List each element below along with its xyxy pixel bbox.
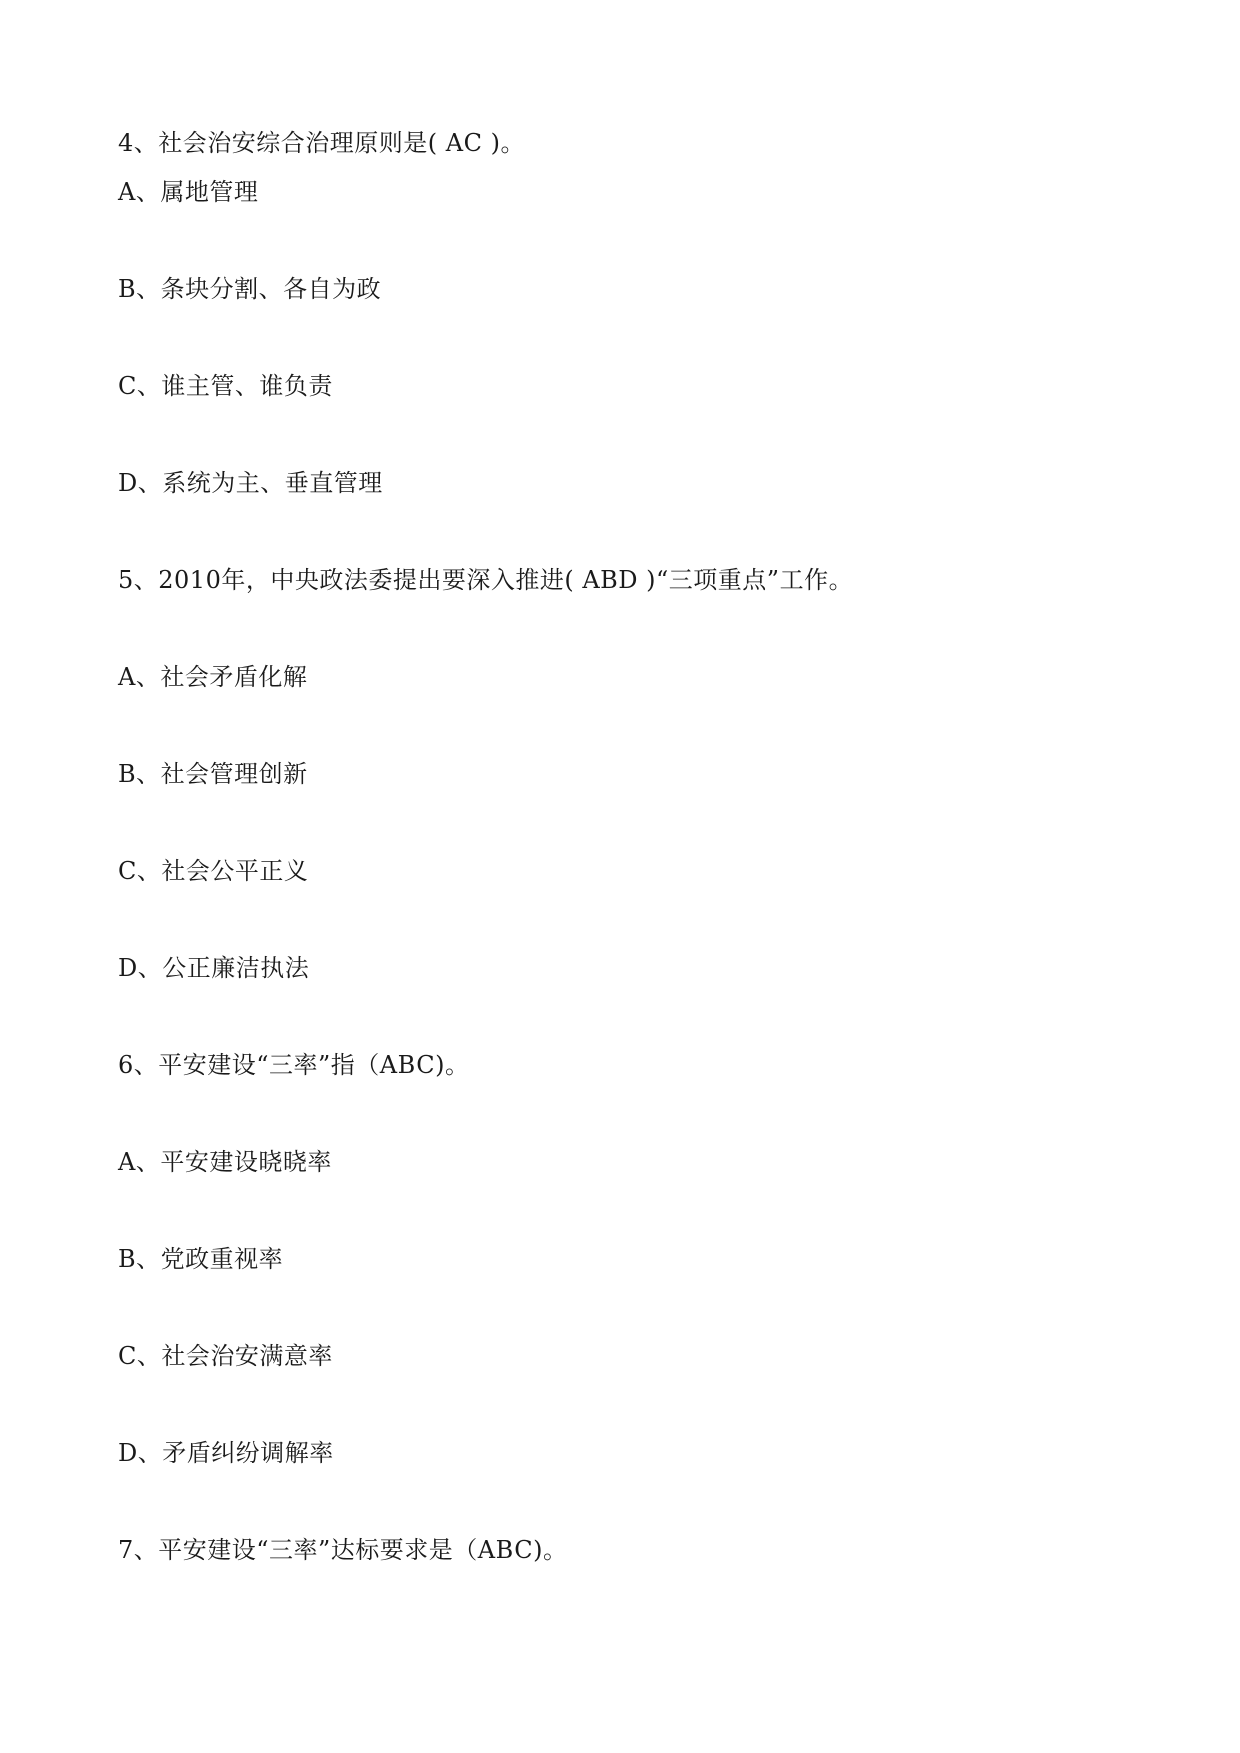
question-5-option-d: D、公正廉洁执法 — [118, 954, 310, 982]
question-4: 4、社会治安综合治理原则是( AC )。 — [118, 129, 525, 157]
question-4-option-d: D、系统为主、垂直管理 — [118, 469, 383, 497]
question-5-option-a: A、社会矛盾化解 — [118, 663, 308, 691]
question-5-option-b: B、社会管理创新 — [118, 760, 308, 788]
question-4-option-b: B、条块分割、各自为政 — [118, 275, 382, 303]
question-6-option-c: C、社会治安满意率 — [118, 1342, 333, 1370]
question-7: 7、平安建设“三率”达标要求是（ABC)。 — [118, 1536, 568, 1564]
question-6: 6、平安建设“三率”指（ABC)。 — [118, 1051, 470, 1079]
question-6-option-d: D、矛盾纠纷调解率 — [118, 1439, 334, 1467]
question-6-option-b: B、党政重视率 — [118, 1245, 284, 1273]
question-4-option-a: A、属地管理 — [118, 178, 259, 206]
question-4-option-c: C、谁主管、谁负责 — [118, 372, 333, 400]
question-5: 5、2010年，中央政法委提出要深入推进( ABD )“三项重点”工作。 — [118, 566, 854, 594]
question-5-option-c: C、社会公平正义 — [118, 857, 309, 885]
question-6-option-a: A、平安建设晓晓率 — [118, 1148, 332, 1176]
